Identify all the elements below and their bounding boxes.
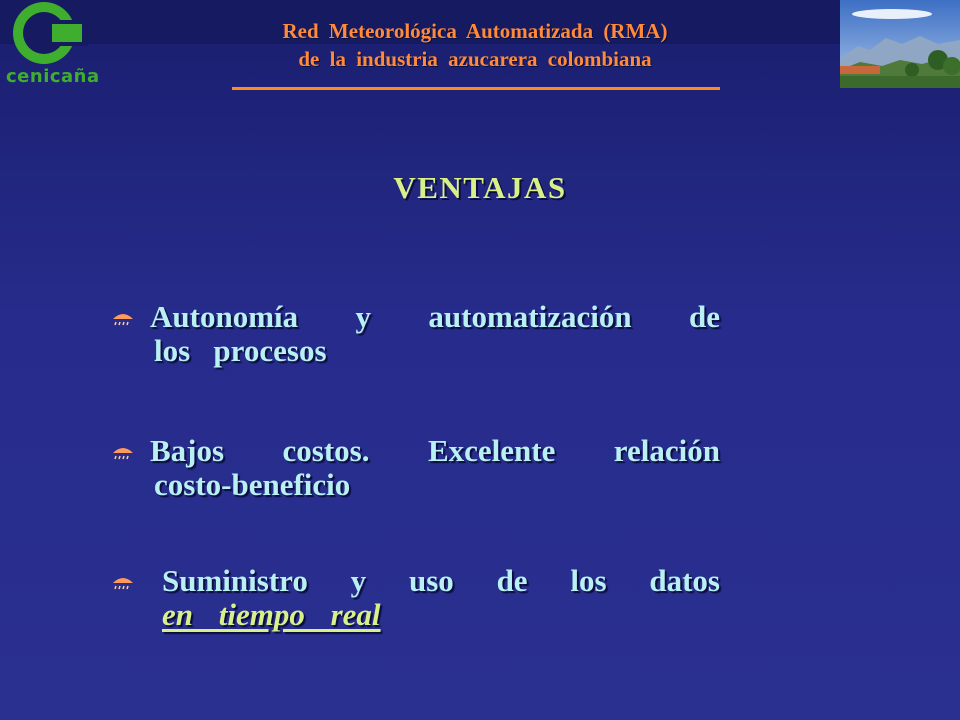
header-underline (232, 87, 720, 90)
bullet-word: Excelente (427, 433, 556, 468)
rain-cloud-icon (110, 443, 136, 463)
bullet-line1 (150, 300, 720, 334)
highlighted-phrase: en tiempo real (162, 597, 381, 632)
bullet-word: Suministro (162, 563, 308, 598)
logo-wordmark: cenicaña (6, 66, 100, 87)
slide-title: VENTAJAS (393, 170, 567, 205)
bullet-word: Bajos (150, 433, 225, 468)
bullet-word: de (688, 299, 720, 334)
bullet-line2: los procesos (154, 333, 327, 368)
header-title (210, 17, 740, 73)
rain-cloud-icon (110, 309, 136, 329)
cenicana-logo (0, 0, 104, 96)
bullet-item (110, 300, 720, 368)
bullet-word: y (350, 563, 367, 598)
bullet-word: automatización (428, 299, 632, 334)
bullet-word: los (570, 563, 607, 598)
bullet-line2 (162, 598, 720, 632)
bullet-line2: costo-beneficio (154, 467, 351, 502)
cenicana-logo-mark (0, 0, 104, 70)
bullet-word: relación (613, 433, 720, 468)
bullet-item (110, 564, 720, 632)
header-title-line1: Red Meteorológica Automatizada (RMA) (282, 19, 668, 43)
bullet-word: uso (408, 563, 454, 598)
landscape-photo (840, 0, 960, 88)
bullet-item (110, 434, 720, 502)
bullet-word: y (355, 299, 372, 334)
bullet-word: de (496, 563, 528, 598)
bullet-word: costos. (282, 433, 370, 468)
rain-cloud-icon (110, 573, 136, 593)
bullet-word: Autonomía (150, 299, 299, 334)
bullet-word: datos (649, 563, 720, 598)
bullet-line1 (162, 564, 720, 598)
bullet-line1 (150, 434, 720, 468)
header-title-line2: de la industria azucarera colombiana (298, 47, 652, 71)
